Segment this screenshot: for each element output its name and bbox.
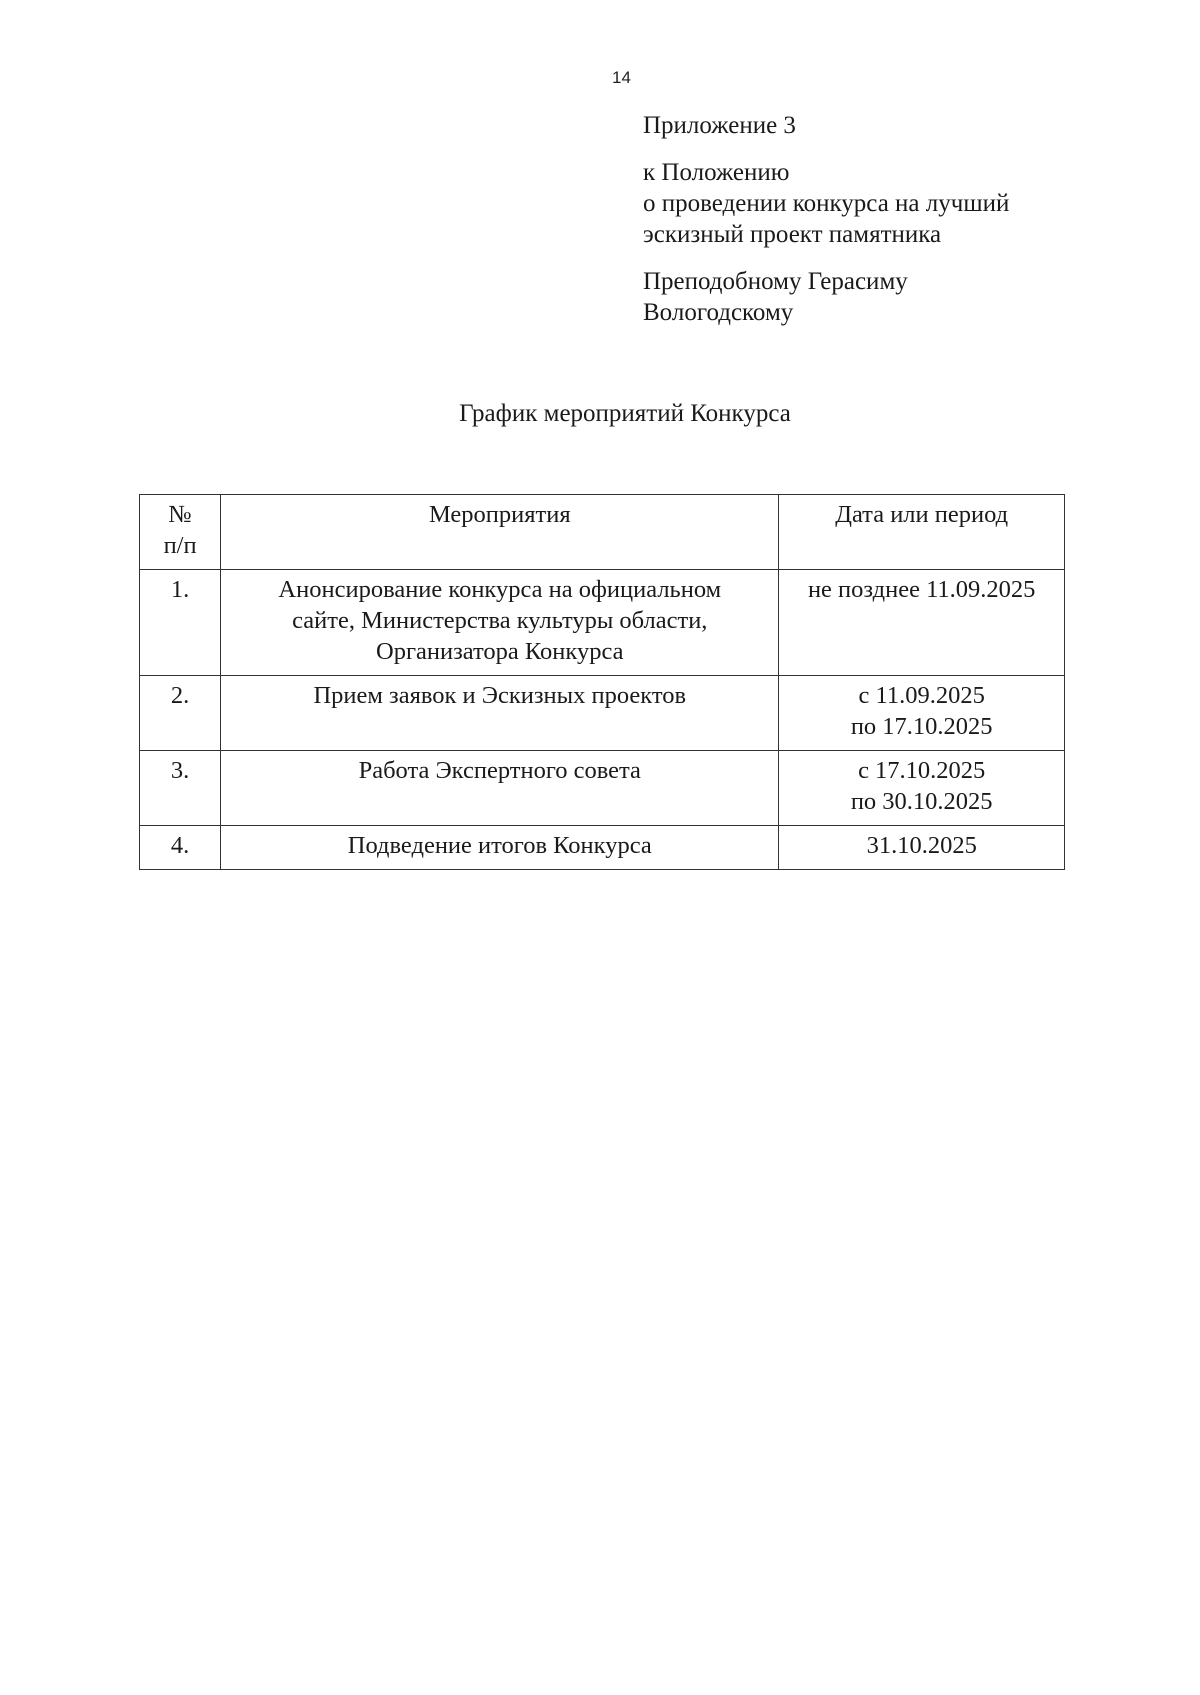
row-number: 2. <box>140 676 221 751</box>
appendix-header <box>643 110 1009 328</box>
events-schedule-table <box>139 494 1065 870</box>
row-event: Прием заявок и Эскизных проектов <box>221 676 779 751</box>
header-event: Мероприятия <box>221 495 779 570</box>
row-number: 1. <box>140 570 221 676</box>
appendix-subject-line-1: Преподобному Герасиму <box>643 268 908 295</box>
header-date: Дата или период <box>779 495 1065 570</box>
appendix-reference-line-3: эскизный проект памятника <box>643 221 942 248</box>
row-event: Анонсирование конкурса на официальном сайте, Министерства культуры области, Организатора Конкурса <box>221 570 779 676</box>
row-event: Подведение итогов Конкурса <box>221 826 779 870</box>
row-number: 4. <box>140 826 221 870</box>
row-date: не позднее 11.09.2025 <box>779 570 1065 676</box>
row-event: Работа Экспертного совета <box>221 751 779 826</box>
table-header-row <box>140 495 1065 570</box>
table-row <box>140 570 1065 676</box>
table-row <box>140 826 1065 870</box>
appendix-reference-line-1: к Положению <box>643 159 790 186</box>
table-row <box>140 751 1065 826</box>
header-number: № п/п <box>140 495 221 570</box>
appendix-reference-line-2: о проведении конкурса на лучший <box>643 190 1010 217</box>
row-date: с 11.09.2025 по 17.10.2025 <box>779 676 1065 751</box>
row-date: 31.10.2025 <box>779 826 1065 870</box>
table-row <box>140 676 1065 751</box>
appendix-subject-line-2: Вологодскому <box>643 299 794 326</box>
row-number: 3. <box>140 751 221 826</box>
row-date: с 17.10.2025 по 30.10.2025 <box>779 751 1065 826</box>
appendix-title: Приложение 3 <box>643 112 796 139</box>
page-number: 14 <box>612 68 631 87</box>
document-title: График мероприятий Конкурса <box>459 400 791 427</box>
